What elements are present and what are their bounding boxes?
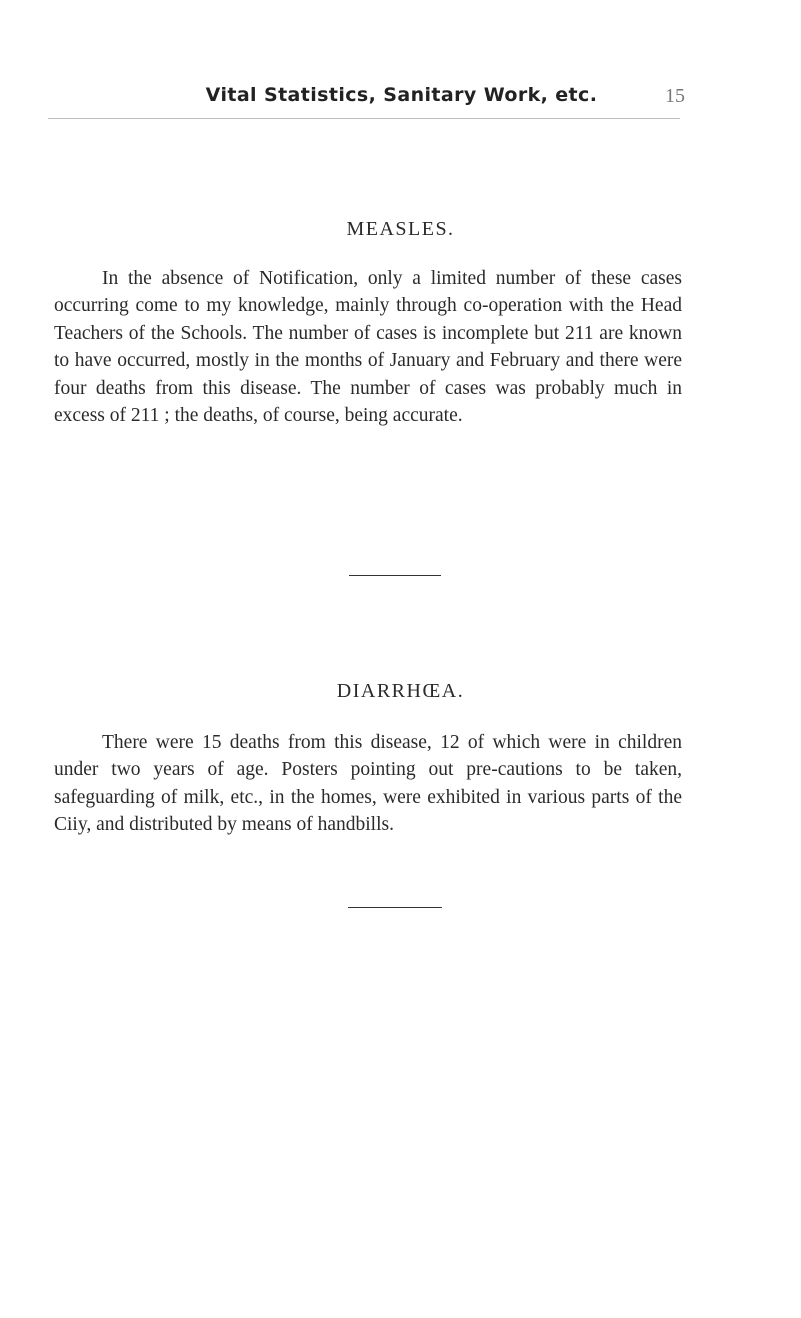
page-number: 15 [665,85,685,107]
diarrhoea-paragraph: There were 15 deaths from this disease, 12 of which were in children under two years of age. Posters pointing out pre-cautions to be taken, safeguarding of milk, etc., in the homes, were exhibited in various parts of the Ciiy, and distributed by means of handbills. [54,732,682,836]
section-divider [349,575,441,576]
measles-heading: MEASLES. [346,218,455,240]
diarrhoea-heading: DIARRHŒA. [336,680,465,702]
end-divider [348,907,442,908]
header-rule [48,118,680,119]
measles-paragraph: In the absence of Notification, only a limited number of these cases occurring come to my knowledge, mainly through co-operation with the Head Teachers of the Schools. The number of cases is incomplete but 211 are known to have occurred, mostly in the months of January and February and there were four deaths from this disease. The number of cases was probably much in excess of 211 ; the deaths, of course, being accurate. [54,268,682,427]
running-head [118,84,685,116]
running-title: Vital Statistics, Sanitary Work, etc. [205,84,598,106]
